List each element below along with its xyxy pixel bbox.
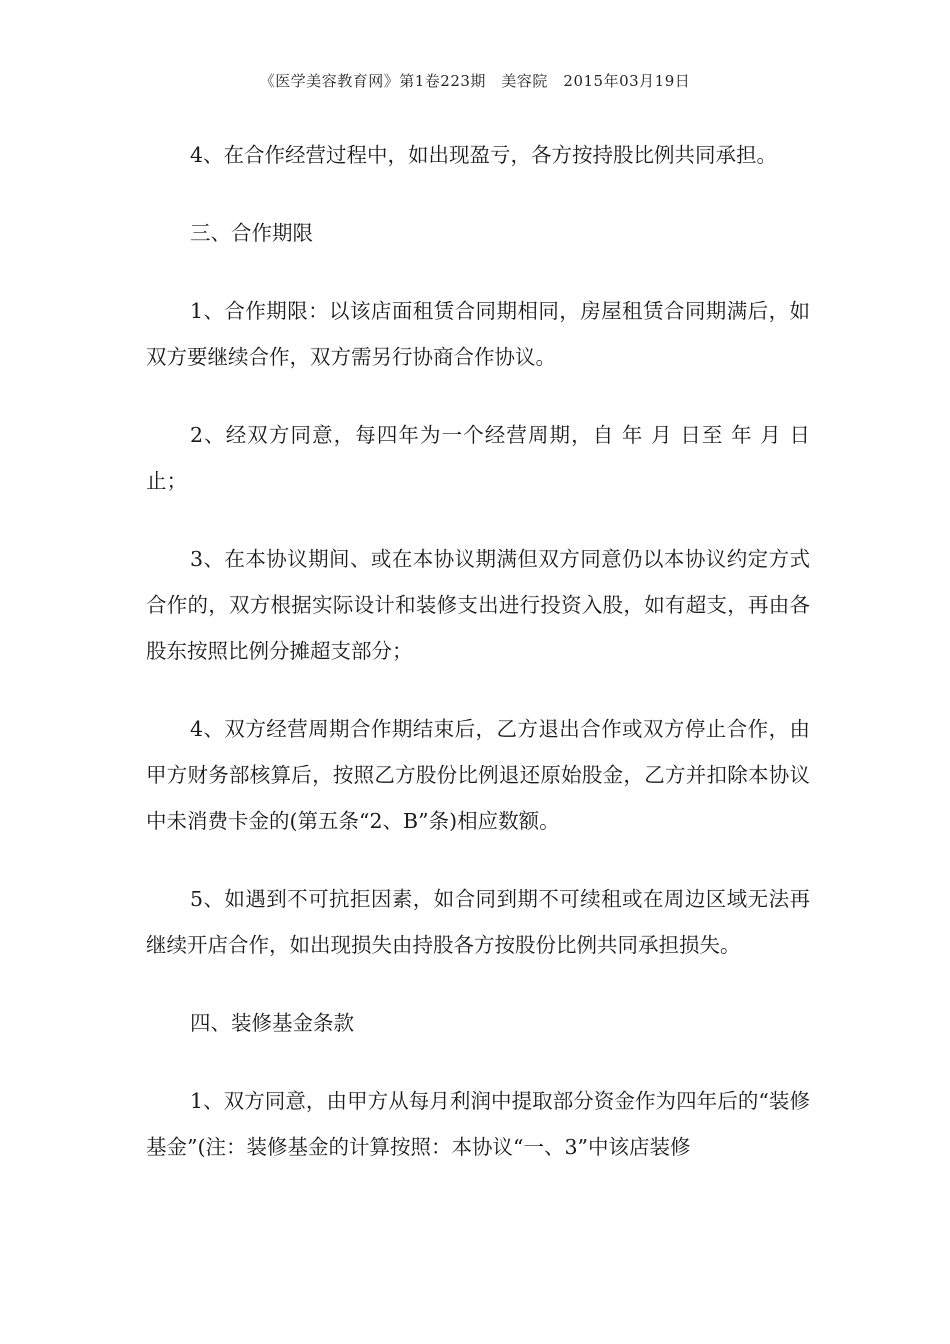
paragraph-term-5: 5、如遇到不可抗拒因素，如合同到期不可续租或在周边区域无法再继续开店合作，如出现损失由持股各方按股份比例共同承担损失。 — [146, 887, 810, 957]
paragraph-term-2: 2、经双方同意，每四年为一个经营周期，自 年 月 日至 年 月 日止； — [146, 423, 810, 493]
document-body — [146, 132, 810, 1202]
paragraph-term-3: 3、在本协议期间、或在本协议期满但双方同意仍以本协议约定方式合作的，双方根据实际设计和装修支出进行投资入股，如有超支，再由各股东按照比例分摊超支部分； — [146, 547, 810, 663]
paragraph-term-4: 4、双方经营周期合作期结束后，乙方退出合作或双方停止合作，由甲方财务部核算后，按照乙方股份比例退还原始股金，乙方并扣除本协议中未消费卡金的(第五条“2、B”条)相应数额。 — [146, 717, 810, 833]
section-heading-cooperation-term: 三、合作期限 — [190, 221, 313, 245]
page-header: 《医学美容教育网》第1卷223期 美容院 2015年03月19日 — [259, 72, 691, 90]
paragraph-renovation-1: 1、双方同意，由甲方从每月利润中提取部分资金作为四年后的“装修基金”(注：装修基金的计算按照：本协议“一、3”中该店装修 — [146, 1089, 810, 1159]
paragraph-term-1: 1、合作期限：以该店面租赁合同期相同，房屋租赁合同期满后，如双方要继续合作，双方需另行协商合作协议。 — [146, 299, 810, 369]
paragraph-profit-loss: 4、在合作经营过程中，如出现盈亏，各方按持股比例共同承担。 — [190, 143, 778, 167]
section-heading-renovation-fund: 四、装修基金条款 — [190, 1011, 354, 1035]
